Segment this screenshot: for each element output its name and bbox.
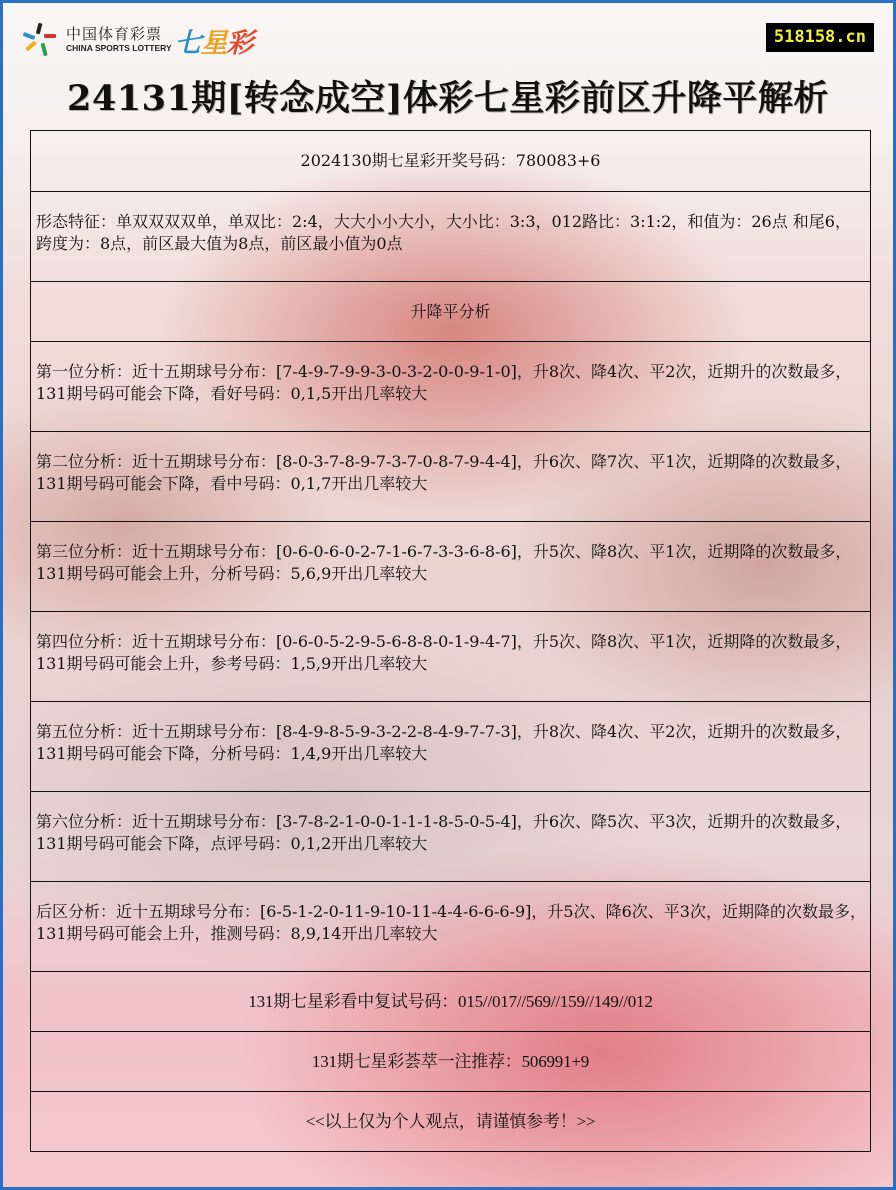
position-3-analysis: 第三位分析：近十五期球号分布：[0-6-0-6-0-2-7-1-6-7-3-3-6-8-6]，升5次、降8次、平1次，近期降的次数最多，131期号码可能会上升，分析号码：5,6,9开出几率较大 — [36, 542, 852, 583]
single-pick-row — [31, 1031, 870, 1091]
position-5-analysis: 第五位分析：近十五期球号分布：[8-4-9-8-5-9-3-2-2-8-4-9-7-7-3]，升8次、降4次、平2次，近期升的次数最多，131期号码可能会下降，分析号码：1,4,9开出几率较大 — [36, 722, 852, 763]
logo-cn-name: 中国体育彩票 — [66, 25, 163, 43]
draw-result-row — [31, 131, 870, 191]
brand-char-2: 星 — [200, 27, 227, 59]
star-burst-logo-icon — [20, 20, 60, 60]
logo-en-name: CHINA SPORTS LOTTERY — [66, 43, 172, 53]
qixingcai-brand — [175, 21, 253, 60]
site-badge: 518158.cn — [766, 23, 874, 52]
analysis-row-4 — [31, 611, 870, 701]
section-heading-row — [31, 281, 870, 341]
section-heading: 升降平分析 — [410, 301, 491, 321]
brand-char-3: 彩 — [226, 27, 253, 59]
disclaimer: <<以上仅为个人观点，请谨慎参考！>> — [305, 1111, 596, 1131]
form-features: 形态特征：单双双双双单，单双比：2:4，大大小小大小，大小比：3:3，012路比：3:1:2，和值为：26点 和尾6，跨度为：8点，前区最大值为8点，前区最小值为0点 — [36, 212, 851, 253]
analysis-row-2 — [31, 431, 870, 521]
analysis-row-5 — [31, 701, 870, 791]
page-title: 24131期[转念成空]体彩七星彩前区升降平解析 — [67, 78, 829, 119]
compound-pick-row — [31, 971, 870, 1031]
analysis-row-3 — [31, 521, 870, 611]
analysis-table — [30, 130, 871, 1152]
analysis-row-back — [31, 881, 870, 971]
position-1-analysis: 第一位分析：近十五期球号分布：[7-4-9-7-9-9-3-0-3-2-0-0-9-1-0]，升8次、降4次、平2次，近期升的次数最多，131期号码可能会下降，看好号码：0,1,5开出几率较大 — [36, 362, 852, 403]
analysis-row-6 — [31, 791, 870, 881]
single-pick: 131期七星彩荟萃一注推荐：506991+9 — [311, 1051, 590, 1071]
position-6-analysis: 第六位分析：近十五期球号分布：[3-7-8-2-1-0-0-1-1-1-8-5-0-5-4]，升6次、降5次、平3次，近期升的次数最多，131期号码可能会下降，点评号码：0,1,2开出几率较大 — [36, 812, 852, 853]
compound-pick: 131期七星彩看中复试号码：015//017//569//159//149//012 — [248, 991, 653, 1011]
features-row — [31, 191, 870, 281]
draw-result: 2024130期七星彩开奖号码：780083+6 — [300, 151, 601, 170]
position-4-analysis: 第四位分析：近十五期球号分布：[0-6-0-5-2-9-5-6-8-8-0-1-9-4-7]，升5次、降8次、平1次，近期降的次数最多，131期号码可能会上升，参考号码：1,5,9开出几率较大 — [36, 632, 852, 673]
disclaimer-row — [31, 1091, 870, 1151]
logo-text — [66, 26, 172, 54]
lottery-logo — [20, 20, 253, 60]
brand-char-1: 七 — [174, 27, 201, 59]
back-zone-analysis: 后区分析：近十五期球号分布：[6-5-1-2-0-11-9-10-11-4-4-6-6-6-9]，升5次、降6次、平3次，近期降的次数最多，131期号码可能会上升，推测号码：8,9,14开出几率较大 — [36, 902, 866, 943]
position-2-analysis: 第二位分析：近十五期球号分布：[8-0-3-7-8-9-7-3-7-0-8-7-9-4-4]，升6次、降7次、平1次，近期降的次数最多，131期号码可能会下降，看中号码：0,1,7开出几率较大 — [36, 452, 852, 493]
analysis-row-1 — [31, 341, 870, 431]
page-frame — [3, 3, 893, 1187]
header — [3, 3, 893, 133]
